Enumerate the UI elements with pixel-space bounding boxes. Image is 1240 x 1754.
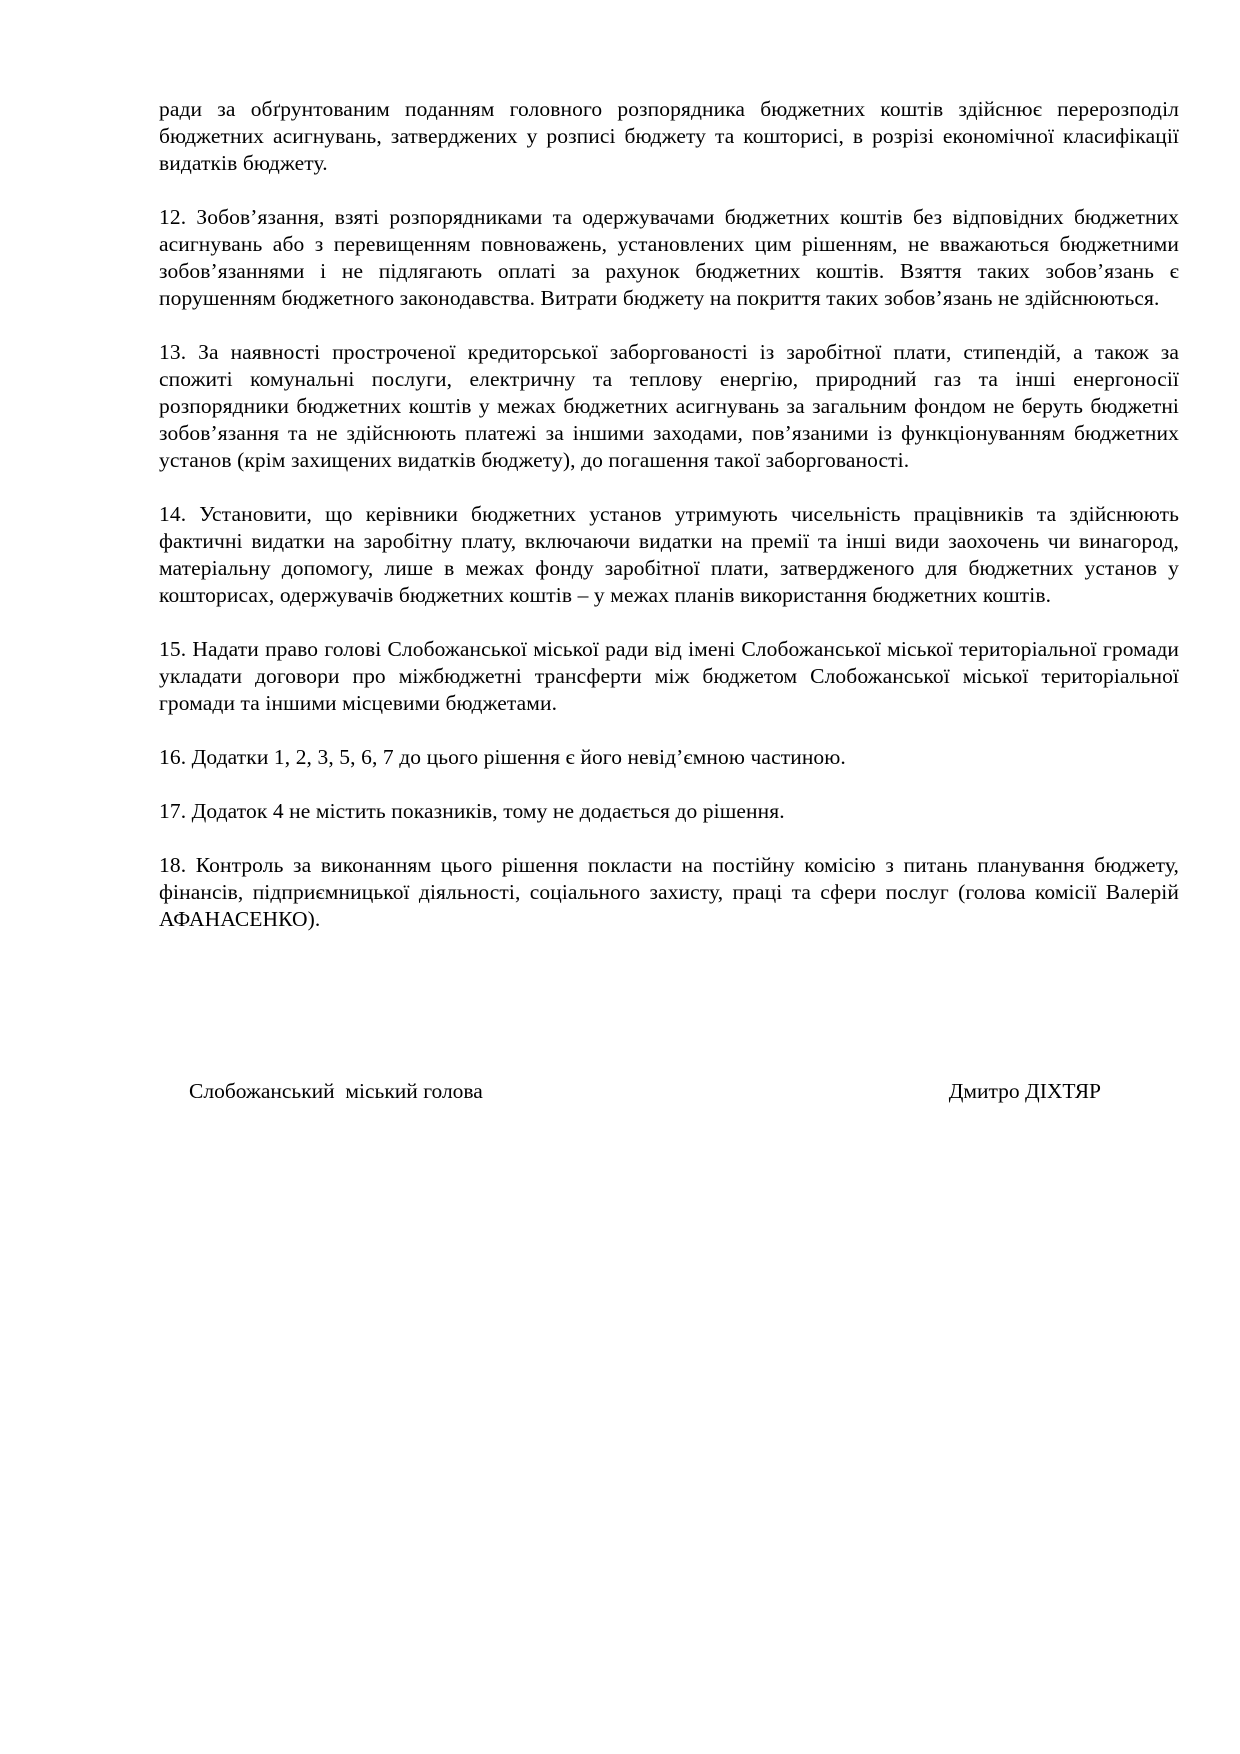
paragraph-11-continuation: ради за обґрунтованим поданням головного розпорядника бюджетних коштів здійснює перерозподіл бюджетних асигнувань, затверджених у розписі бюджету та кошторисі, в розрізі економічної класифікації видатків бюджету. — [159, 97, 1179, 175]
paragraph-17: 17. Додаток 4 не містить показників, тому не додається до рішення. — [159, 799, 785, 823]
signature-row — [159, 1078, 1179, 1105]
paragraph-18: 18. Контроль за виконанням цього рішення покласти на постійну комісію з питань планування бюджету, фінансів, підприємницької діяльності, соціального захисту, праці та сфери послуг (голова комісії Валерій АФАНАСЕНКО). — [159, 853, 1179, 931]
paragraph-13: 13. За наявності простроченої кредиторської заборгованості із заробітної плати, стипендій, а також за спожиті комунальні послуги, електричну та теплову енергію, природний газ та інші енергоносії розпорядники бюджетних коштів у межах бюджетних асигнувань за загальним фондом не беруть бюджетні зобов’язання та не здійснюють платежі за іншими заходами, пов’язаними із функціонуванням бюджетних установ (крім захищених видатків бюджету), до погашення такої заборгованості. — [159, 340, 1179, 472]
paragraph-12: 12. Зобов’язання, взяті розпорядниками та одержувачами бюджетних коштів без відповідних бюджетних асигнувань або з перевищенням повноважень, установлених цим рішенням, не вважаються бюджетними зобов’язаннями і не підлягають оплаті за рахунок бюджетних коштів. Взяття таких зобов’язань є порушенням бюджетного законодавства. Витрати бюджету на покриття таких зобов’язань не здійснюються. — [159, 205, 1179, 310]
document-body — [159, 96, 1179, 1105]
signature-name: Дмитро ДІХТЯР — [948, 1079, 1101, 1103]
paragraph-15: 15. Надати право голові Слобожанської міської ради від імені Слобожанської міської територіальної громади укладати договори про міжбюджетні трансферти між бюджетом Слобожанської міської територіальної громади та іншими місцевими бюджетами. — [159, 637, 1179, 715]
signature-title: Слобожанський міський голова — [189, 1079, 483, 1103]
paragraph-14: 14. Установити, що керівники бюджетних установ утримують чисельність працівників та здійснюють фактичні видатки на заробітну плату, включаючи видатки на премії та інші види заохочень чи винагород, матеріальну допомогу, лише в межах фонду заробітної плати, затвердженого для бюджетних установ у кошторисах, одержувачів бюджетних коштів – у межах планів використання бюджетних коштів. — [159, 502, 1179, 607]
paragraph-16: 16. Додатки 1, 2, 3, 5, 6, 7 до цього рішення є його невід’ємною частиною. — [159, 745, 846, 769]
